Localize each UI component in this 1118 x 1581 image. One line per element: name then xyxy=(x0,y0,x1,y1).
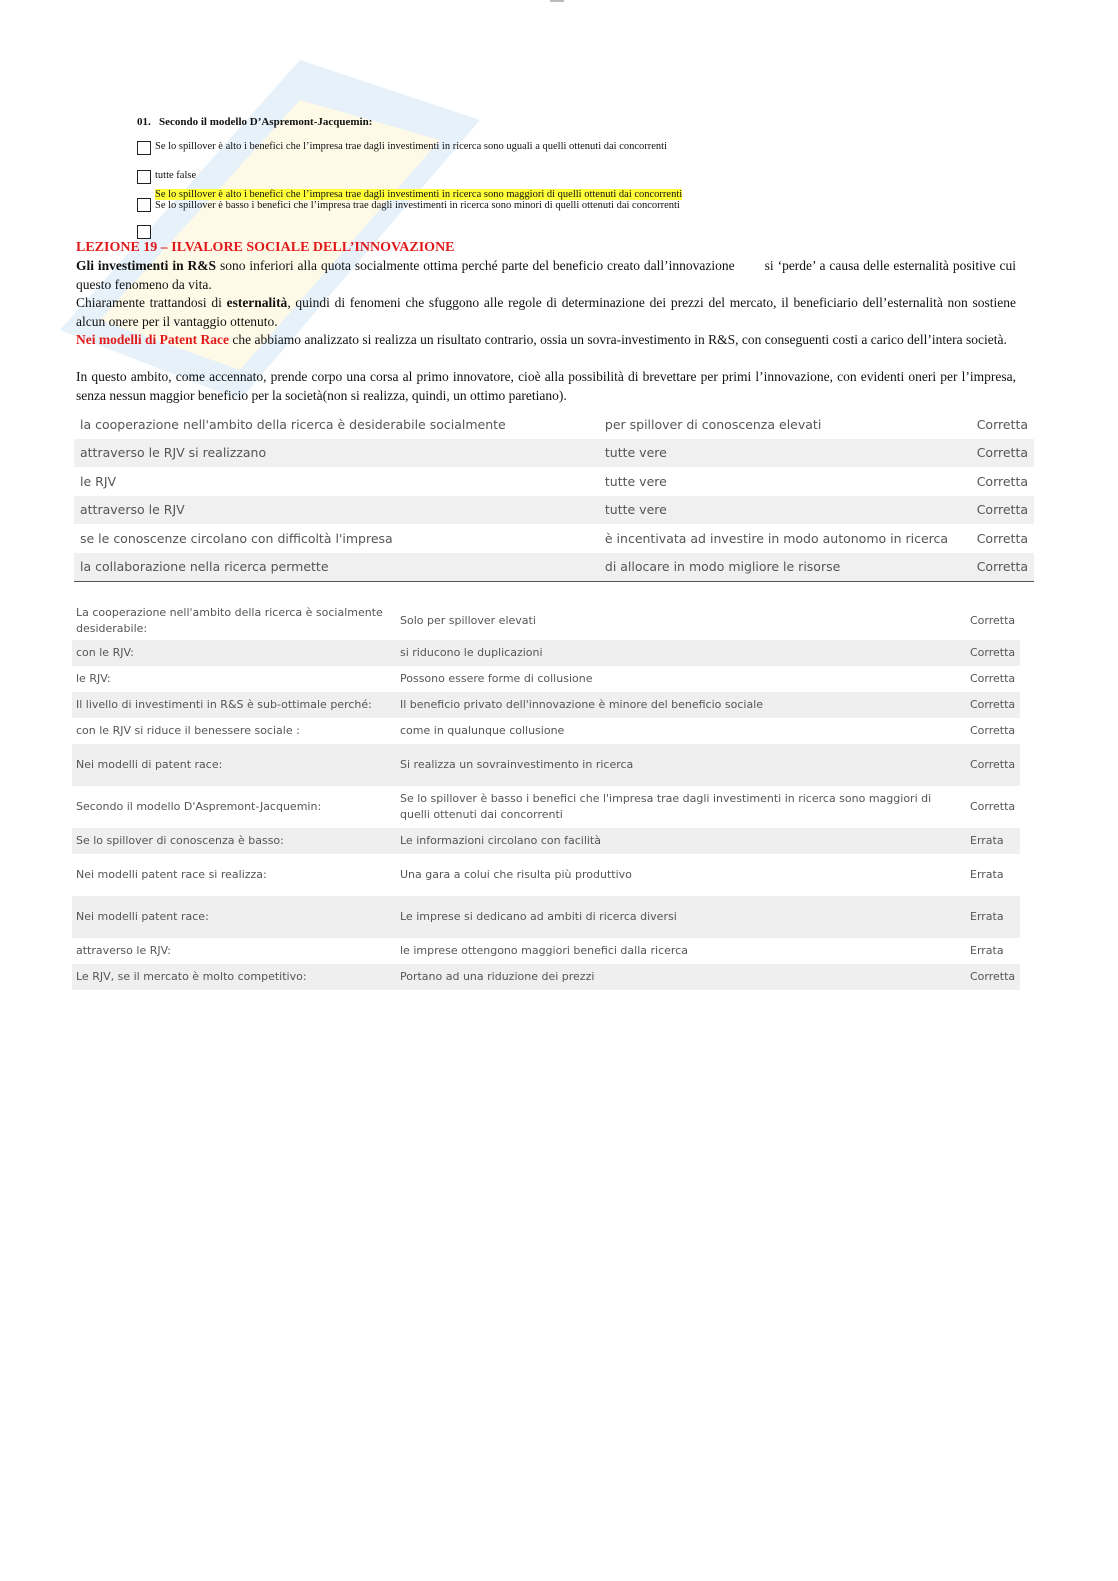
question-cell: le RJV xyxy=(80,473,117,489)
answer-cell: Il beneficio privato dell'innovazione è minore del beneficio sociale xyxy=(396,692,966,718)
option-3-highlighted xyxy=(155,189,682,200)
option-label: Se lo spillover è alto i benefici che l’impresa trae dagli investimenti in ricerca sono maggiori di quelli ottenuti dai concorrenti xyxy=(155,189,683,200)
result-cell: Corretta xyxy=(976,530,1028,546)
answer-cell: Le imprese si dedicano ad ambiti di ricerca diversi xyxy=(396,896,966,938)
table-row xyxy=(72,602,1020,640)
result-cell: Corretta xyxy=(970,672,1016,685)
result-cell: Corretta xyxy=(970,800,1016,813)
question-cell: le RJV: xyxy=(76,672,111,685)
text: sono inferiori alla quota socialmente ottima perché parte del beneficio creato dall’innovazione xyxy=(216,258,735,273)
result-cell: Corretta xyxy=(971,496,1034,525)
answer-cell: Solo per spillover elevati xyxy=(400,614,536,627)
top-mark xyxy=(550,0,564,2)
answer-cell: le imprese ottengono maggiori benefici dalla ricerca xyxy=(400,944,688,957)
answer-cell: di allocare in modo migliore le risorse xyxy=(599,553,971,582)
answer-cell: è incentivata ad investire in modo autonomo in ricerca xyxy=(604,530,949,546)
result-cell: Corretta xyxy=(966,964,1020,990)
result-cell: Corretta xyxy=(976,473,1028,489)
result-cell: Errata xyxy=(970,868,1004,881)
result-cell: Errata xyxy=(966,896,1020,938)
result-cell: Corretta xyxy=(966,744,1020,786)
table-row xyxy=(72,828,1020,854)
option-4[interactable] xyxy=(137,200,680,212)
table-row xyxy=(72,938,1020,964)
table-row xyxy=(72,640,1020,666)
table-row xyxy=(74,524,1034,553)
answers-table-1 xyxy=(74,410,1034,582)
result-cell: Errata xyxy=(966,828,1020,854)
result-cell: Corretta xyxy=(971,439,1034,468)
table-row xyxy=(72,896,1020,938)
answers-table-2 xyxy=(72,602,1020,990)
table-row xyxy=(72,744,1020,786)
question-cell: Se lo spillover di conoscenza è basso: xyxy=(72,828,396,854)
lesson-title: LEZIONE 19 – ILVALORE SOCIALE DELL’INNOVAZIONE xyxy=(76,240,455,255)
answer-cell: per spillover di conoscenza elevati xyxy=(604,416,822,432)
table-row xyxy=(72,692,1020,718)
table-row xyxy=(74,439,1034,468)
answer-cell: Una gara a colui che risulta più produttivo xyxy=(400,868,632,881)
answer-cell: Possono essere forme di collusione xyxy=(400,672,593,685)
question-cell: Secondo il modello D'Aspremont-Jacquemin: xyxy=(76,800,322,813)
text: , quindi di fenomeni che sfuggono alle regole di determinazione dei prezzi del mercato, il beneficiario dell’esternalità non sostiene alcun onere per il vantaggio ottenuto. xyxy=(76,295,1016,329)
paragraph-3 xyxy=(76,331,1016,350)
answer-cell: Se lo spillover è basso i benefici che l'impresa trae dagli investimenti in ricerca sono maggiori di quelli ottenuti dai concorrenti xyxy=(400,792,932,821)
checkbox[interactable] xyxy=(137,141,151,155)
question-cell: Il livello di investimenti in R&S è sub-ottimale perché: xyxy=(72,692,396,718)
text: che abbiamo analizzato si realizza un risultato contrario, ossia un sovra-investimento in R&S, con conseguenti costi a carico dell’intera società. xyxy=(228,332,1007,347)
table-row xyxy=(72,964,1020,990)
option-label: Se lo spillover è alto i benefici che l’impresa trae dagli investimenti in ricerca sono uguali a quelli ottenuti dai concorrenti xyxy=(155,141,667,152)
table-row xyxy=(72,666,1020,692)
question-number: 01. xyxy=(137,116,151,128)
bold-term: esternalità xyxy=(226,295,288,310)
paragraph-1 xyxy=(76,257,1016,294)
result-cell: Corretta xyxy=(976,416,1028,432)
question-text: Secondo il modello D’Aspremont-Jacquemin: xyxy=(159,116,373,128)
question-cell: attraverso le RJV xyxy=(74,496,599,525)
table-row xyxy=(72,854,1020,896)
text: Chiaramente trattandosi di xyxy=(76,295,227,310)
table-row xyxy=(74,553,1034,582)
answer-cell: si riducono le duplicazioni xyxy=(396,640,966,666)
question-title xyxy=(137,116,372,128)
answer-cell: tutte vere xyxy=(599,496,971,525)
answer-cell: Portano ad una riduzione dei prezzi xyxy=(396,964,966,990)
result-cell: Corretta xyxy=(970,614,1016,627)
checkbox[interactable] xyxy=(137,170,151,184)
question-cell: Le RJV, se il mercato è molto competitivo: xyxy=(72,964,396,990)
table-row xyxy=(72,786,1020,828)
answer-cell: Le informazioni circolano con facilità xyxy=(396,828,966,854)
result-cell: Corretta xyxy=(966,640,1020,666)
result-cell: Corretta xyxy=(966,692,1020,718)
table-row xyxy=(72,718,1020,744)
watermark-logo xyxy=(40,30,500,410)
question-cell: attraverso le RJV si realizzano xyxy=(74,439,599,468)
question-cell: La cooperazione nell'ambito della ricerca è socialmente desiderabile: xyxy=(76,606,383,635)
question-cell: Nei modelli di patent race: xyxy=(72,744,396,786)
question-cell: la cooperazione nell'ambito della ricerca è desiderabile socialmente xyxy=(80,416,506,432)
question-cell: se le conoscenze circolano con difficoltà l'impresa xyxy=(80,530,393,546)
question-cell: con le RJV si riduce il benessere sociale : xyxy=(76,724,300,737)
question-cell: Nei modelli patent race si realizza: xyxy=(76,868,267,881)
question-cell: la collaborazione nella ricerca permette xyxy=(74,553,599,582)
table-row xyxy=(74,410,1034,439)
text: si ‘perde’ a causa delle esternalità positive cui questo fenomeno da vita. xyxy=(76,258,1016,292)
option-label: Se lo spillover è basso i benefici che l’impresa trae dagli investimenti in ricerca sono minori di quelli ottenuti dai concorrenti xyxy=(155,200,680,211)
checkbox[interactable] xyxy=(137,225,151,239)
option-label: tutte false xyxy=(155,170,197,181)
table-row xyxy=(74,467,1034,496)
question-cell: attraverso le RJV: xyxy=(76,944,171,957)
result-cell: Corretta xyxy=(971,553,1034,582)
answer-cell: Si realizza un sovrainvestimento in ricerca xyxy=(396,744,966,786)
paragraph-4: In questo ambito, come accennato, prende corpo una corsa al primo innovatore, cioè alla possibilità di brevettare per primi l’innovazione, con evidenti oneri per l’impresa, senza nessun maggior beneficio per la società(non si realizza, quindi, un ottimo paretiano). xyxy=(76,369,1016,403)
red-term: Nei modelli di Patent Race xyxy=(76,332,229,347)
table-row xyxy=(74,496,1034,525)
result-cell: Corretta xyxy=(970,724,1016,737)
answer-cell: tutte vere xyxy=(604,473,667,489)
question-cell: Nei modelli patent race: xyxy=(72,896,396,938)
checkbox[interactable] xyxy=(137,198,151,212)
answer-cell: come in qualunque collusione xyxy=(400,724,565,737)
paragraph-2 xyxy=(76,294,1016,331)
bold-term: Gli investimenti in R&S xyxy=(76,258,217,273)
option-1[interactable] xyxy=(137,141,667,155)
question-cell: con le RJV: xyxy=(72,640,396,666)
option-2[interactable] xyxy=(137,170,196,184)
result-cell: Errata xyxy=(970,944,1004,957)
answer-cell: tutte vere xyxy=(599,439,971,468)
